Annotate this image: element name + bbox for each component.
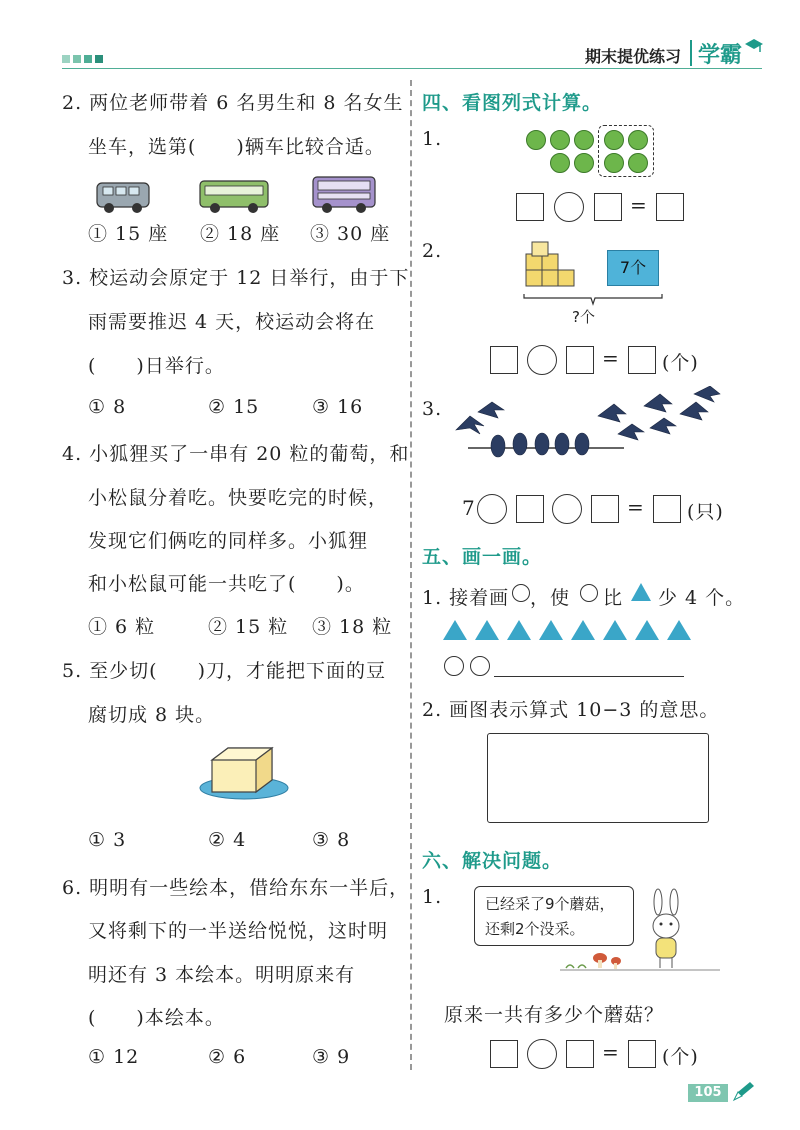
q5-option-2: ② 4 [208,829,247,851]
drawing-answer-line[interactable] [494,676,684,677]
drawing-area-box[interactable] [487,733,709,823]
equals-sign: = [630,193,647,217]
total-brace [522,292,664,306]
minibus-image [97,183,149,213]
answer-box[interactable] [566,346,594,374]
r3-number: 3. [422,398,443,420]
q2-option-1: ① 15 座 [88,223,169,245]
bubble-line2: 还剩2个没采。 [485,920,585,938]
q4-line4: 和小松鼠可能一共吃了( )。 [88,573,365,595]
header-decor-square [95,55,103,63]
triangle-icon [603,620,627,640]
d1-text-d: 少 4 个。 [658,587,746,609]
dashed-group-outline [598,125,654,177]
operator-circle[interactable] [477,494,507,524]
q4-option-1: ① 6 粒 [88,616,156,638]
q6-option-2: ② 6 [208,1046,247,1068]
operator-circle[interactable] [554,192,584,222]
r2-unit: (个) [662,352,699,374]
rabbit [653,889,679,968]
answer-box[interactable] [516,193,544,221]
operator-circle[interactable] [527,345,557,375]
q4-line3: 发现它们俩吃的同样多。小狐狸 [88,530,369,552]
q6-line4: ( )本绘本。 [88,1007,225,1029]
header-brand: 学霸 [698,43,743,68]
q2-option-2: ② 18 座 [200,223,281,245]
s1-number: 1. [422,886,443,908]
q3-option-2: ② 15 [208,396,260,418]
q4-option-2: ② 15 粒 [208,616,289,638]
answer-box[interactable] [656,193,684,221]
r3-unit: (只) [687,501,724,523]
header-decor-square [73,55,81,63]
page-number: 105 [688,1084,728,1102]
header-title: 期末提优练习 [585,47,682,66]
answer-box[interactable] [628,346,656,374]
section-4-title: 四、看图列式计算。 [422,92,603,114]
q5-option-3: ③ 8 [312,829,351,851]
q3-line2: 雨需要推迟 4 天，校运动会将在 [88,311,376,333]
q6-option-1: ① 12 [88,1046,140,1068]
green-circle [526,130,546,150]
large-bus-image [313,177,375,213]
d2-text: 2. 画图表示算式 10−3 的意思。 [422,699,720,721]
answer-box[interactable] [594,193,622,221]
s1-question: 原来一共有多少个蘑菇？ [444,1004,665,1026]
answer-box[interactable] [516,495,544,523]
rabbit-mushroom-image [560,888,720,976]
circle-symbol-icon [580,584,598,602]
r2-number: 2. [422,240,443,262]
tofu-image [198,740,294,802]
header-divider [690,40,692,66]
circle-icon [470,656,490,676]
q4-line1: 4. 小狐狸买了一串有 20 粒的葡萄，和 [62,443,410,465]
q2-line2: 坐车，选第( )辆车比较合适。 [88,136,385,158]
d1-text-b: ，使 [530,587,571,609]
green-circle [574,130,594,150]
q5-line2: 腐切成 8 块。 [88,704,216,726]
header-decor-square [62,55,70,63]
q4-option-3: ③ 18 粒 [312,616,393,638]
operator-circle[interactable] [527,1039,557,1069]
q2-option-3: ③ 30 座 [310,223,391,245]
q6-option-3: ③ 9 [312,1046,351,1068]
answer-box[interactable] [628,1040,656,1068]
triangle-icon [571,620,595,640]
cube-stack-image [524,240,580,290]
equals-sign: = [602,346,619,370]
graduation-cap-icon [744,38,764,54]
s1-unit: (个) [662,1046,699,1068]
triangle-icon [475,620,499,640]
equals-sign: = [602,1040,619,1064]
d1-text-a: 1. 接着画 [422,587,510,609]
green-circle [550,153,570,173]
bubble-line1: 已经采了9个蘑菇， [485,895,615,913]
answer-box[interactable] [653,495,681,523]
q6-line2: 又将剩下的一半送给悦悦，这时明 [88,920,389,942]
operator-circle[interactable] [552,494,582,524]
q5-line1: 5. 至少切( )刀，才能把下面的豆 [62,660,386,682]
q3-option-1: ① 8 [88,396,127,418]
q6-line1: 6. 明明有一些绘本，借给东东一半后， [62,877,410,899]
q3-line3: ( )日举行。 [88,355,225,377]
total-label: ?个 [572,308,595,326]
triangle-icon [667,620,691,640]
triangle-icon [507,620,531,640]
equals-sign: = [627,495,644,519]
circle-icon [444,656,464,676]
seven-label-box: 7个 [607,250,659,286]
pencil-icon [730,1080,756,1104]
medium-bus-image [200,181,268,213]
q4-line2: 小松鼠分着吃。快要吃完的时候， [88,487,389,509]
section-5-title: 五、画一画。 [422,546,543,568]
column-divider [410,80,412,1070]
circle-symbol-icon [512,584,530,602]
answer-box[interactable] [490,346,518,374]
header-rule [62,68,762,69]
q2-line1: 2. 两位老师带着 6 名男生和 8 名女生 [62,92,404,114]
triangle-icon [443,620,467,640]
green-circle [550,130,570,150]
bus-images [95,175,385,217]
triangle-icon [539,620,563,640]
q3-line1: 3. 校运动会原定于 12 日举行，由于下 [62,267,410,289]
q3-option-3: ③ 16 [312,396,364,418]
answer-box[interactable] [566,1040,594,1068]
triangle-symbol-icon [631,583,651,601]
q5-option-1: ① 3 [88,829,127,851]
green-circle [574,153,594,173]
header-decor-square [84,55,92,63]
r3-start-number: 7 [462,496,475,520]
r1-number: 1. [422,128,443,150]
q6-line3: 明还有 3 本绘本。明明原来有 [88,964,356,986]
answer-box[interactable] [591,495,619,523]
d1-text-c: 比 [603,587,624,609]
triangle-icon [635,620,659,640]
answer-box[interactable] [490,1040,518,1068]
swallows-image [448,386,730,472]
section-6-title: 六、解决问题。 [422,850,563,872]
